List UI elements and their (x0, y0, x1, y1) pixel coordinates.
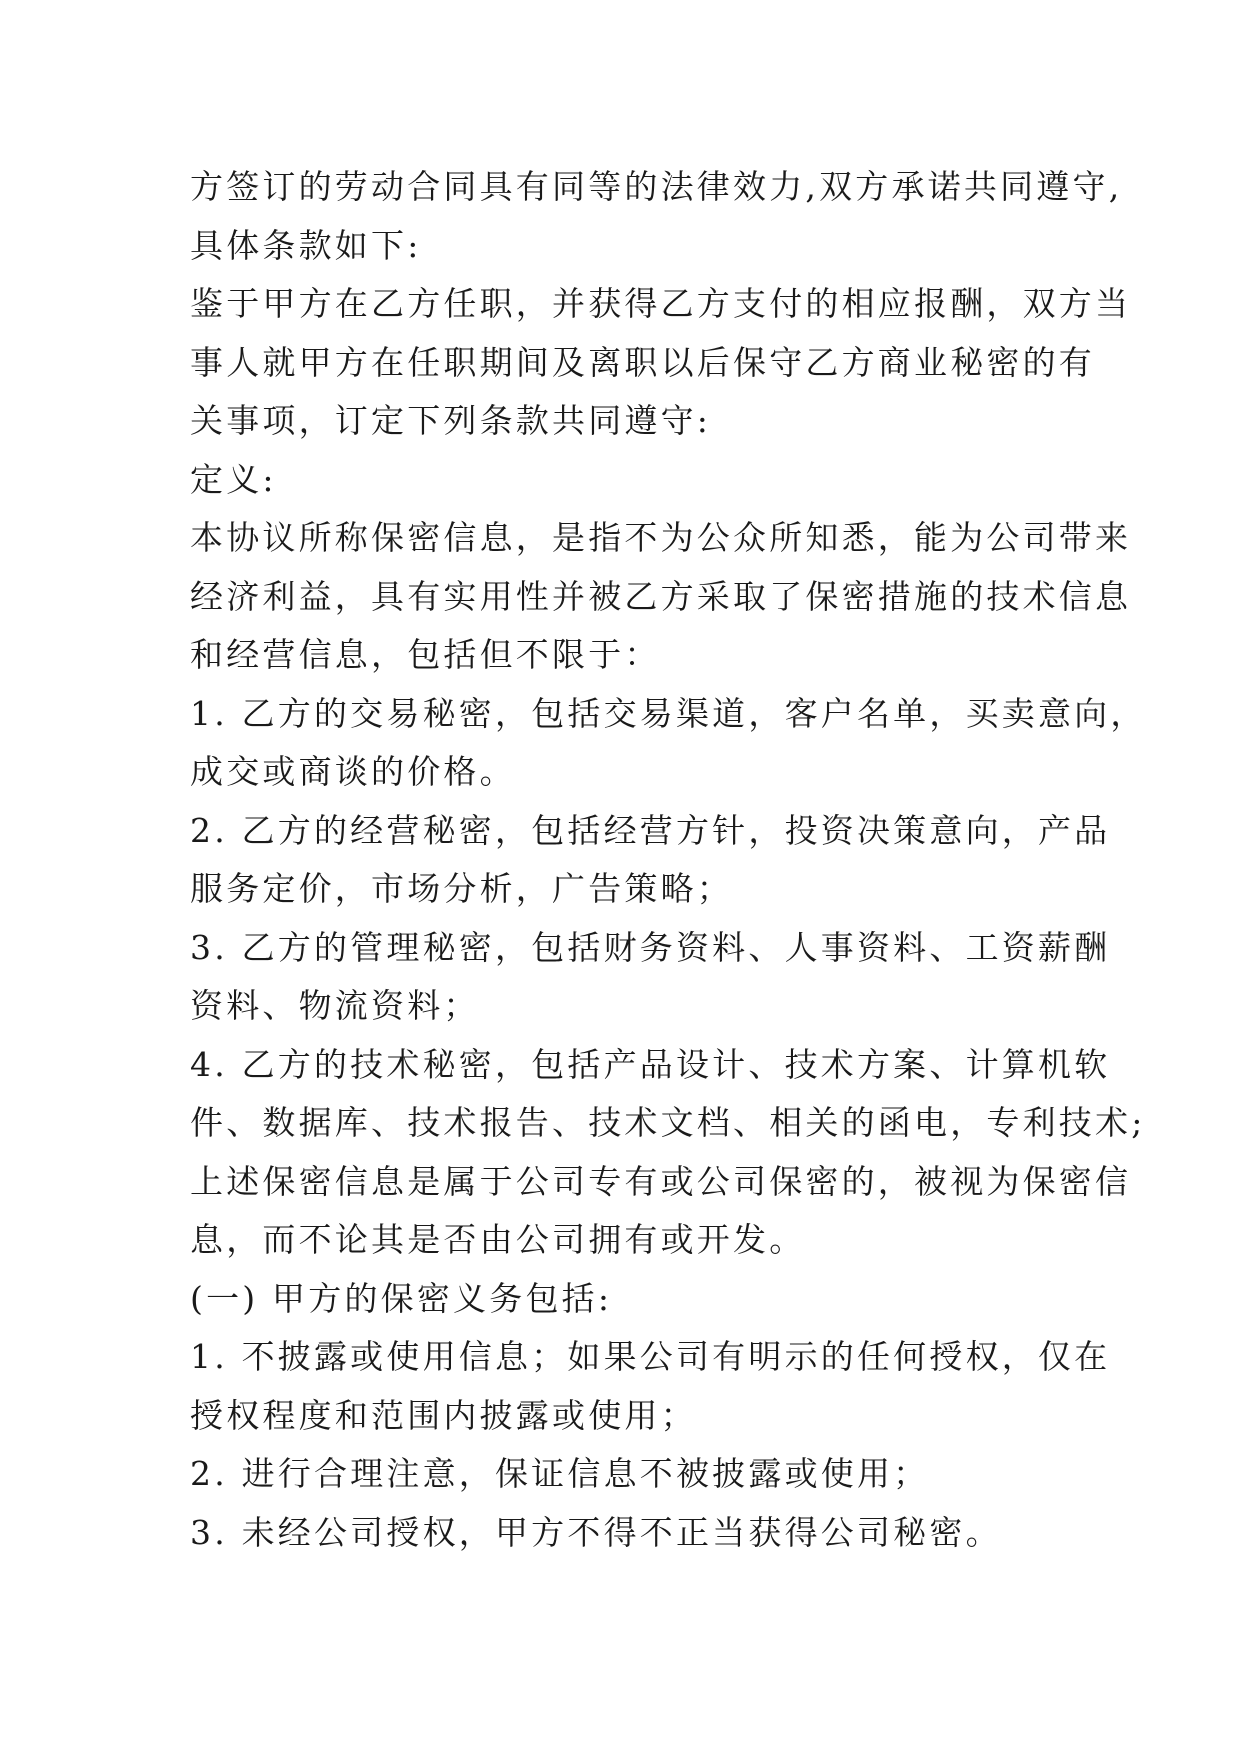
obligation-item-3: 3. 未经公司授权，甲方不得不正当获得公司秘密。 (190, 1512, 1002, 1552)
text-line: 服务定价，市场分析，广告策略； (190, 869, 733, 908)
text-line: 具体条款如下: (190, 225, 422, 265)
list-item-2: 2. 乙方的经营秘密，包括经营方针，投资决策意向，产品 (190, 810, 1111, 850)
text-line: 关事项，订定下列条款共同遵守: (190, 401, 712, 440)
list-item-4: 4. 乙方的技术秘密，包括产品设计、技术方案、计算机软 (190, 1044, 1111, 1084)
list-item-1: 1. 乙方的交易秘密，包括交易渠道，客户名单，买卖意向， (190, 693, 1147, 733)
text-line: 事人就甲方在任职期间及离职以后保守乙方商业秘密的有 (190, 342, 1095, 382)
text-line: 经济利益，具有实用性并被乙方采取了保密措施的技术信息 (190, 576, 1132, 616)
section-heading-obligations: (一) 甲方的保密义务包括: (190, 1278, 613, 1318)
list-item-3: 3. 乙方的管理秘密，包括财务资料、人事资料、工资薪酬 (190, 927, 1111, 967)
text-line: 上述保密信息是属于公司专有或公司保密的，被视为保密信 (190, 1161, 1132, 1201)
text-line: 件、数据库、技术报告、技术文档、相关的函电，专利技术; (190, 1103, 1146, 1142)
obligation-item-2: 2. 进行合理注意，保证信息不被披露或使用； (190, 1454, 930, 1493)
text-line: 和经营信息，包括但不限于： (190, 635, 661, 674)
text-line: 息，而不论其是否由公司拥有或开发。 (190, 1220, 806, 1259)
text-line: 鉴于甲方在乙方任职，并获得乙方支付的相应报酬，双方当 (190, 284, 1132, 323)
text-line: 授权程度和范围内披露或使用； (190, 1395, 697, 1435)
document-body (190, 158, 1147, 1562)
text-line: 本协议所称保密信息，是指不为公众所知悉，能为公司带来 (190, 518, 1132, 557)
text-line: 资料、物流资料； (190, 986, 480, 1025)
section-heading-definition: 定义: (190, 459, 277, 499)
text-line: 方签订的劳动合同具有同等的法律效力,双方承诺共同遵守, (190, 167, 1123, 206)
obligation-item-1: 1. 不披露或使用信息；如果公司有明示的任何授权，仅在 (190, 1337, 1111, 1376)
text-line: 成交或商谈的价格。 (190, 752, 516, 791)
